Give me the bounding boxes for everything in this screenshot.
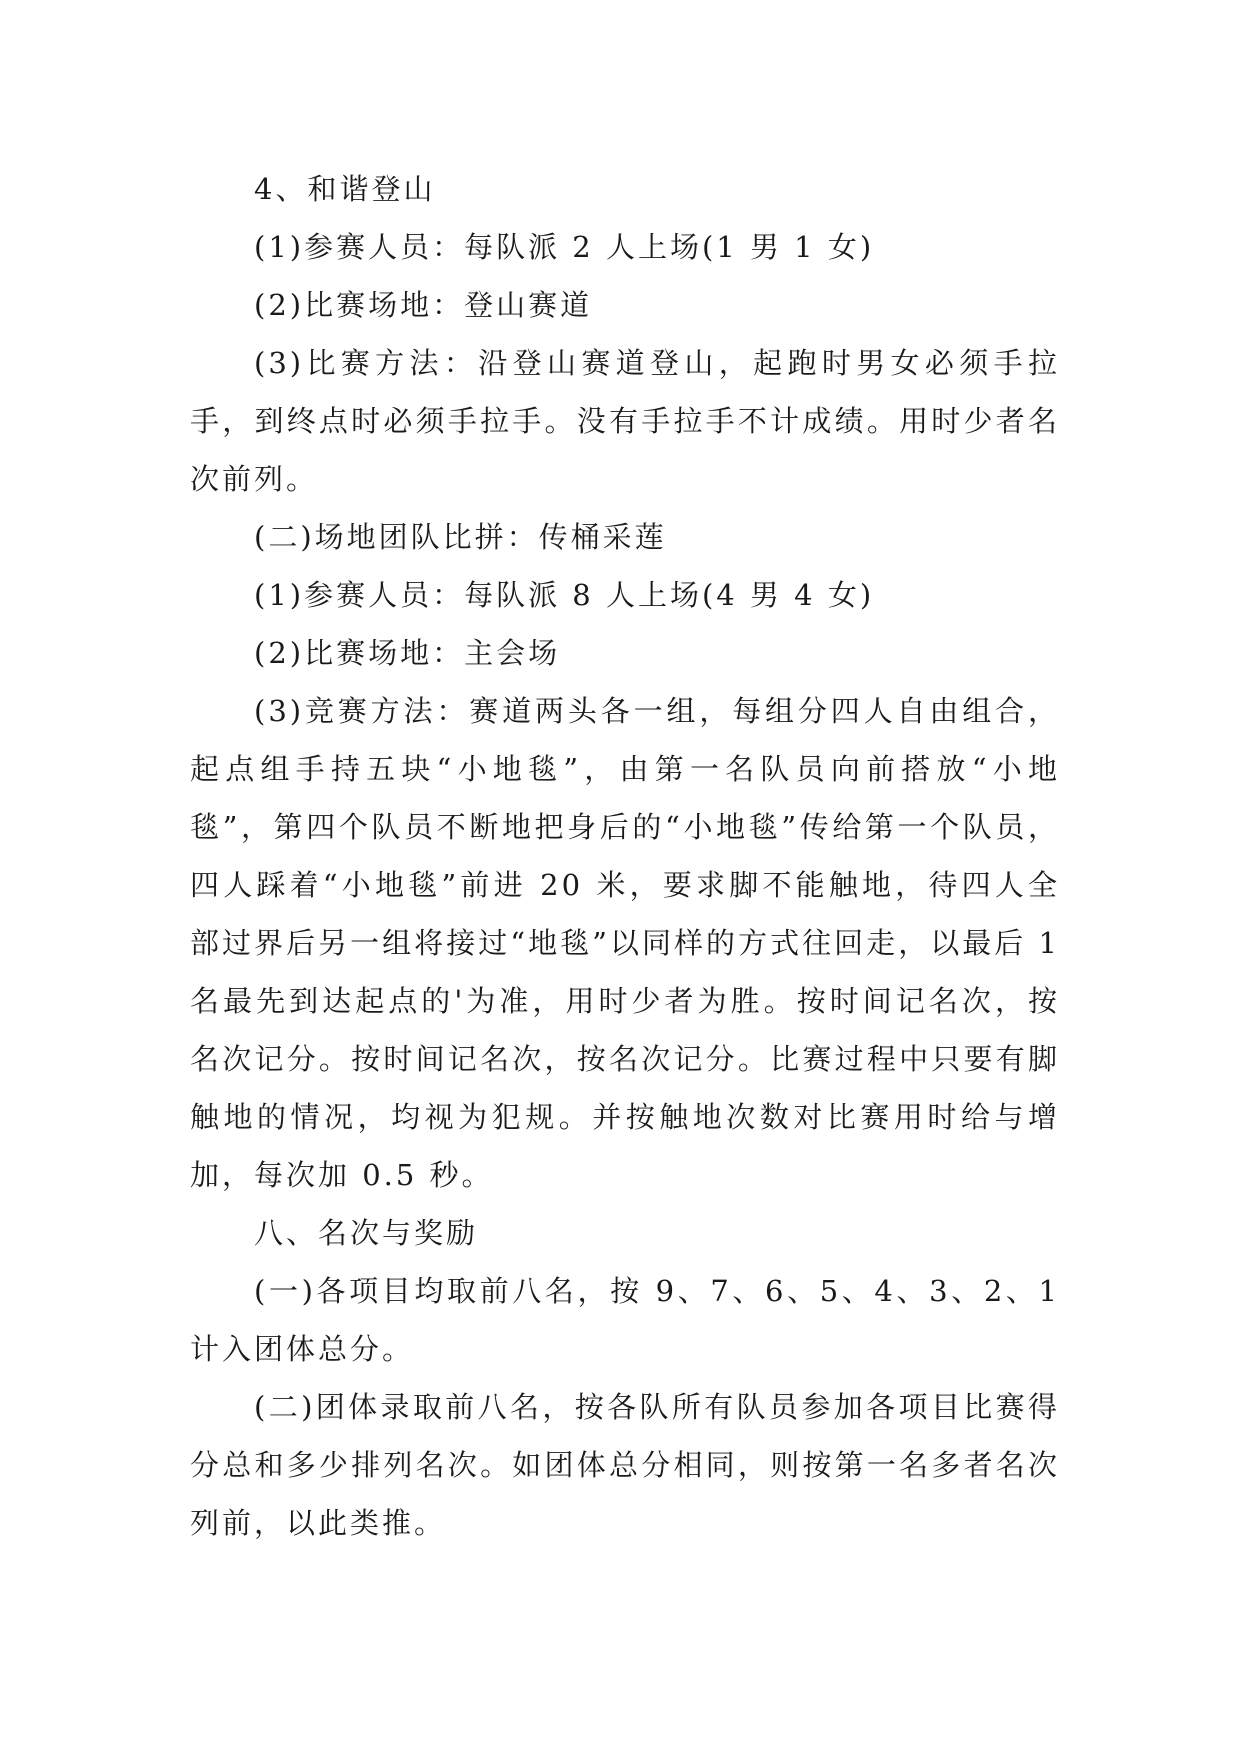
team-venue: (2)比赛场地：主会场 [254,636,561,670]
heading-ranking-awards: 八、名次与奖励 [254,1216,479,1250]
team-method: (3)竞赛方法：赛道两头各一组，每组分四人自由组合，起点组手持五块“小地毯”，由第一名队员向前搭放“小地毯”，第四个队员不断地把身后的“小地毯”传给第一个队员，四人踩着“小地毯”前进 20 米，要求脚不能触地，待四人全部过界后另一组将接过“地毯”以同样的方式往回走，以最后 1 名最先到达起点的'为准，用时少者为胜。按时间记名次，按名次记分。按时间记名次，按名次记分。比赛过程中只要有脚触地的情况，均视为犯规。并按触地次数对比赛用时给与增加，每次加 0.5 秒。 [190,694,1060,1192]
climbing-participants: (1)参赛人员：每队派 2 人上场(1 男 1 女) [254,230,875,264]
heading-harmony-climbing: 4、和谐登山 [254,172,436,206]
climbing-method: (3)比赛方法：沿登山赛道登山，起跑时男女必须手拉手，到终点时必须手拉手。没有手拉手不计成绩。用时少者名次前列。 [190,346,1060,496]
team-participants: (1)参赛人员：每队派 8 人上场(4 男 4 女) [254,578,875,612]
ranking-rule-team: (二)团体录取前八名，按各队所有队员参加各项目比赛得分总和多少排列名次。如团体总分相同，则按第一名多者名次列前，以此类推。 [190,1390,1060,1540]
climbing-venue: (2)比赛场地：登山赛道 [254,288,593,322]
ranking-rule-individual: (一)各项目均取前八名，按 9、7、6、5、4、3、2、1 计入团体总分。 [190,1274,1060,1366]
heading-team-competition: (二)场地团队比拼：传桶采莲 [254,520,667,554]
document-body [190,160,1060,1552]
